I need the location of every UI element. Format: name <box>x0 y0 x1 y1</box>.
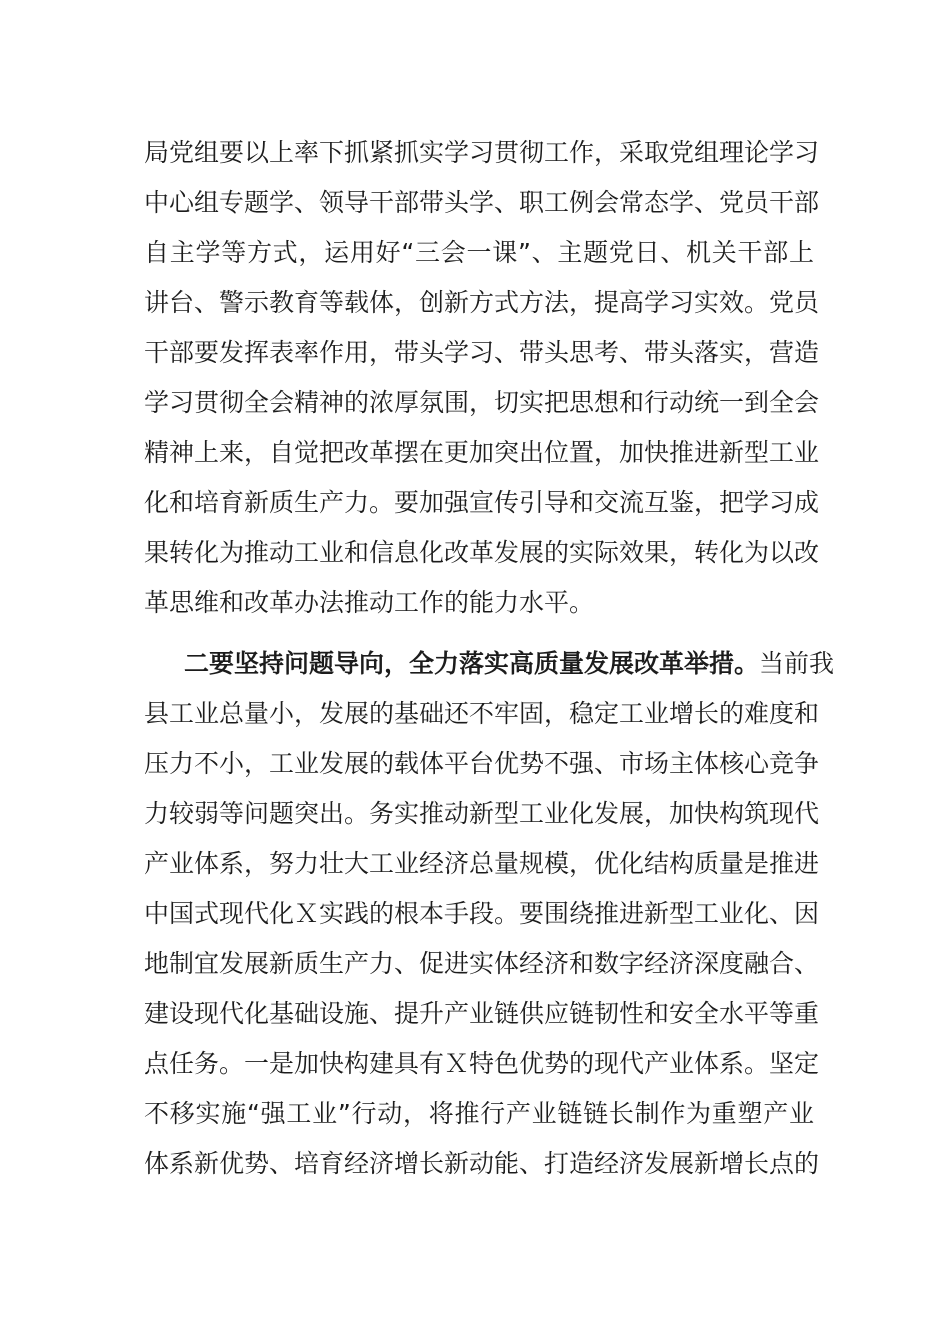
paragraph-2-line: 点任务。一是加快构建具有Ｘ特色优势的现代产业体系。坚定 <box>144 1049 820 1078</box>
paragraph-1-line: 讲台、警示教育等载体，创新方式方法，提高学习实效。党员 <box>144 288 820 317</box>
paragraph-2 <box>144 639 835 1189</box>
paragraph-1-line: 干部要发挥表率作用，带头学习、带头思考、带头落实，营造 <box>144 338 820 367</box>
paragraph-1-line: 中心组专题学、领导干部带头学、职工例会常态学、党员干部 <box>144 188 820 217</box>
paragraph-2-line: 建设现代化基础设施、提升产业链供应链韧性和安全水平等重 <box>144 999 820 1028</box>
paragraph-1-line: 革思维和改革办法推动工作的能力水平。 <box>144 588 595 617</box>
paragraph-2-line: 县工业总量小，发展的基础还不牢固，稳定工业增长的难度和 <box>144 699 820 728</box>
paragraph-1-line: 自主学等方式，运用好“三会一课”、主题党日、机关干部上 <box>144 238 814 267</box>
paragraph-2-heading: 二要坚持问题导向，全力落实高质量发展改革举措。 <box>184 649 760 678</box>
paragraph-2-line: 力较弱等问题突出。务实推动新型工业化发展，加快构筑现代 <box>144 799 820 828</box>
paragraph-spacer <box>144 628 814 639</box>
paragraph-2-line: 不移实施“强工业”行动，将推行产业链链长制作为重塑产业 <box>144 1099 814 1128</box>
paragraph-2-first-line <box>144 639 835 689</box>
paragraph-1-line: 精神上来，自觉把改革摆在更加突出位置，加快推进新型工业 <box>144 438 820 467</box>
paragraph-1-line: 局党组要以上率下抓紧抓实学习贯彻工作，采取党组理论学习 <box>144 138 820 167</box>
paragraph-1-line: 学习贯彻全会精神的浓厚氛围，切实把思想和行动统一到全会 <box>144 388 820 417</box>
paragraph-2-line: 中国式现代化Ｘ实践的根本手段。要围绕推进新型工业化、因 <box>144 899 820 928</box>
paragraph-1 <box>144 128 820 628</box>
paragraph-1-line: 果转化为推动工业和信息化改革发展的实际效果，转化为以改 <box>144 538 820 567</box>
paragraph-2-line: 压力不小，工业发展的载体平台优势不强、市场主体核心竞争 <box>144 749 820 778</box>
paragraph-2-line: 产业体系，努力壮大工业经济总量规模，优化结构质量是推进 <box>144 849 820 878</box>
paragraph-2-line: 地制宜发展新质生产力、促进实体经济和数字经济深度融合、 <box>144 949 820 978</box>
paragraph-1-line: 化和培育新质生产力。要加强宣传引导和交流互鉴，把学习成 <box>144 488 820 517</box>
paragraph-2-line: 体系新优势、培育经济增长新动能、打造经济发展新增长点的 <box>144 1149 820 1178</box>
document-body <box>144 128 835 1189</box>
paragraph-2-lead-text: 当前我 <box>759 649 835 678</box>
